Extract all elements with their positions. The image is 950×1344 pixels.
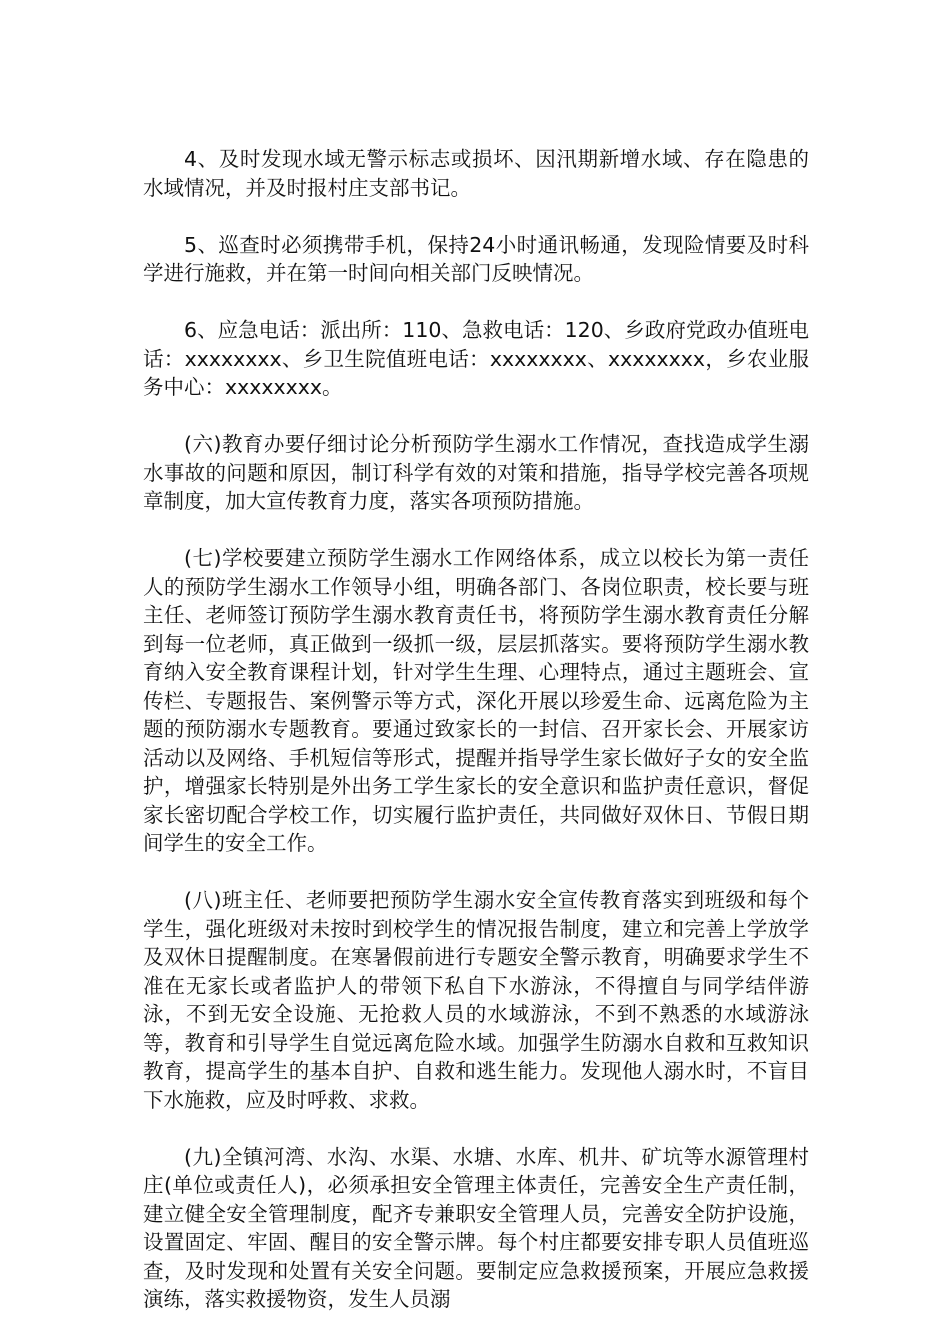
paragraph-emergency-phones: 6、应急电话：派出所：110、急救电话：120、乡政府党政办值班电话：xxxxxxxx、乡卫生院值班电话：xxxxxxxx、xxxxxxxx，乡农业服务中心：xxxxxxxx。 bbox=[143, 318, 809, 399]
paragraph-section-8: (八)班主任、老师要把预防学生溺水安全宣传教育落实到班级和每个学生，强化班级对未按时到校学生的情况报告制度，建立和完善上学放学及双休日提醒制度。在寒暑假前进行专题安全警示教育，明确要求学生不准在无家长或者监护人的带领下私自下水游泳，不得擅自与同学结伴游泳，不到无安全设施、无抢救人员的水域游泳，不到不熟悉的水域游泳等，教育和引导学生自觉远离危险水域。加强学生防溺水自救和互救知识教育，提高学生的基本自护、自救和逃生能力。发现他人溺水时，不盲目下水施救，应及时呼救、求救。 bbox=[143, 888, 809, 1112]
paragraph-section-6: (六)教育办要仔细讨论分析预防学生溺水工作情况，查找造成学生溺水事故的问题和原因，制订科学有效的对策和措施，指导学校完善各项规章制度，加大宣传教育力度，落实各项预防措施。 bbox=[143, 432, 809, 513]
paragraph-section-7: (七)学校要建立预防学生溺水工作网络体系，成立以校长为第一责任人的预防学生溺水工作领导小组，明确各部门、各岗位职责，校长要与班主任、老师签订预防学生溺水教育责任书，将预防学生溺水教育责任分解到每一位老师，真正做到一级抓一级，层层抓落实。要将预防学生溺水教育纳入安全教育课程计划，针对学生生理、心理特点，通过主题班会、宣传栏、专题报告、案例警示等方式，深化开展以珍爱生命、远离危险为主题的预防溺水专题教育。要通过致家长的一封信、召开家长会、开展家访活动以及网络、手机短信等形式，提醒并指导学生家长做好子女的安全监护，增强家长特别是外出务工学生家长的安全意识和监护责任意识，督促家长密切配合学校工作，切实履行监护责任，共同做好双休日、节假日期间学生的安全工作。 bbox=[143, 546, 809, 855]
paragraph-item-5: 5、巡查时必须携带手机，保持24小时通讯畅通，发现险情要及时科学进行施救，并在第一时间向相关部门反映情况。 bbox=[143, 232, 809, 285]
paragraph-item-4: 4、及时发现水域无警示标志或损坏、因汛期新增水域、存在隐患的水域情况，并及时报村庄支部书记。 bbox=[143, 147, 809, 200]
document-body bbox=[143, 145, 809, 1342]
paragraph-section-9: (九)全镇河湾、水沟、水渠、水塘、水库、机井、矿坑等水源管理村庄(单位或责任人)，必须承担安全管理主体责任，完善安全生产责任制，建立健全安全管理制度，配齐专兼职安全管理人员，完善安全防护设施，设置固定、牢固、醒目的安全警示牌。每个村庄都要安排专职人员值班巡查，及时发现和处置有关安全问题。要制定应急救援预案，开展应急救援演练，落实救援物资，发生人员溺 bbox=[143, 1144, 809, 1311]
